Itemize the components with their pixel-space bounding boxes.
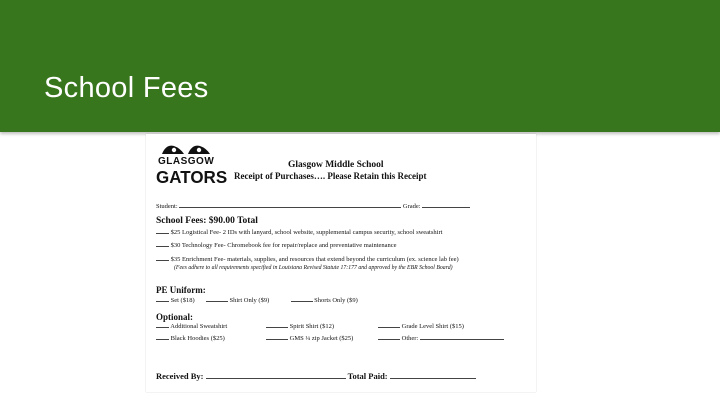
check-line <box>266 321 288 328</box>
fees-heading: School Fees: $90.00 Total <box>156 216 258 226</box>
total-line <box>390 370 476 379</box>
logo-line2: GATORS <box>156 167 228 188</box>
logo-line1: GLASGOW <box>158 156 215 167</box>
fee-check-line <box>156 227 169 234</box>
fees-note: (Fees adhere to all requirements specified in Louisiana Revised Statute 17:177 and approved by the EBR School Board) <box>174 265 453 271</box>
fee-text: $30 Technology Fee- Chromebook fee for repair/replace and preventative maintenance <box>170 242 397 249</box>
grade-label: Grade: <box>402 203 421 210</box>
slide-title: School Fees <box>44 72 209 104</box>
check-line <box>156 295 169 302</box>
gators-logo <box>156 142 228 188</box>
check-line <box>206 295 228 302</box>
pe-item: Shirt Only ($9) <box>229 297 270 304</box>
other-line <box>420 333 504 340</box>
optional-row-2c <box>378 333 504 343</box>
pe-heading: PE Uniform: <box>156 285 206 295</box>
receipt-form-image <box>146 134 536 392</box>
student-label: Student: <box>156 203 178 210</box>
school-name: Glasgow Middle School <box>288 160 384 170</box>
check-line <box>378 321 400 328</box>
optional-item: Additional Sweatshirt <box>170 323 228 330</box>
optional-item: Black Hoodies ($25) <box>170 335 225 342</box>
fee-check-line <box>156 240 169 247</box>
gator-eyes-icon <box>158 142 214 156</box>
optional-row-1 <box>156 321 227 331</box>
optional-heading: Optional: <box>156 312 194 322</box>
optional-row-1b <box>266 321 334 331</box>
fee-check-line <box>156 254 169 261</box>
optional-row-1c <box>378 321 464 331</box>
optional-row-2b <box>266 333 353 343</box>
check-line <box>378 333 400 340</box>
fee-text: $35 Enrichment Fee- materials, supplies, and resources that extend beyond the curriculum (ex. science lab fee) <box>170 256 459 263</box>
title-banner <box>0 0 720 132</box>
fee-row-enrichment <box>156 254 459 264</box>
received-line <box>206 370 346 379</box>
total-label: Total Paid: <box>347 371 388 381</box>
fee-text: $25 Logistical Fee- 2 IDs with lanyard, school website, supplemental campus security, school sweatshirt <box>170 229 443 236</box>
check-line <box>291 295 313 302</box>
received-label: Received By: <box>156 371 204 381</box>
pe-row <box>156 295 358 305</box>
check-line <box>156 333 169 340</box>
optional-item: Other: <box>401 335 419 342</box>
receipt-title: Receipt of Purchases…. Please Retain this Receipt <box>234 171 427 181</box>
grade-line <box>422 201 470 208</box>
optional-item: Grade Level Shirt ($15) <box>401 323 464 330</box>
optional-item: GMS ¼ zip Jacket ($25) <box>289 335 354 342</box>
student-row <box>156 201 470 211</box>
received-row <box>156 370 476 380</box>
student-line <box>179 201 401 208</box>
optional-item: Spirit Shirt ($12) <box>289 323 335 330</box>
pe-item: Shorts Only ($9) <box>314 297 358 304</box>
check-line <box>266 333 288 340</box>
pe-item: Set ($18) <box>170 297 195 304</box>
fee-row-technology <box>156 240 397 250</box>
fee-row-logistical <box>156 227 442 237</box>
check-line <box>156 321 169 328</box>
optional-row-2 <box>156 333 225 343</box>
